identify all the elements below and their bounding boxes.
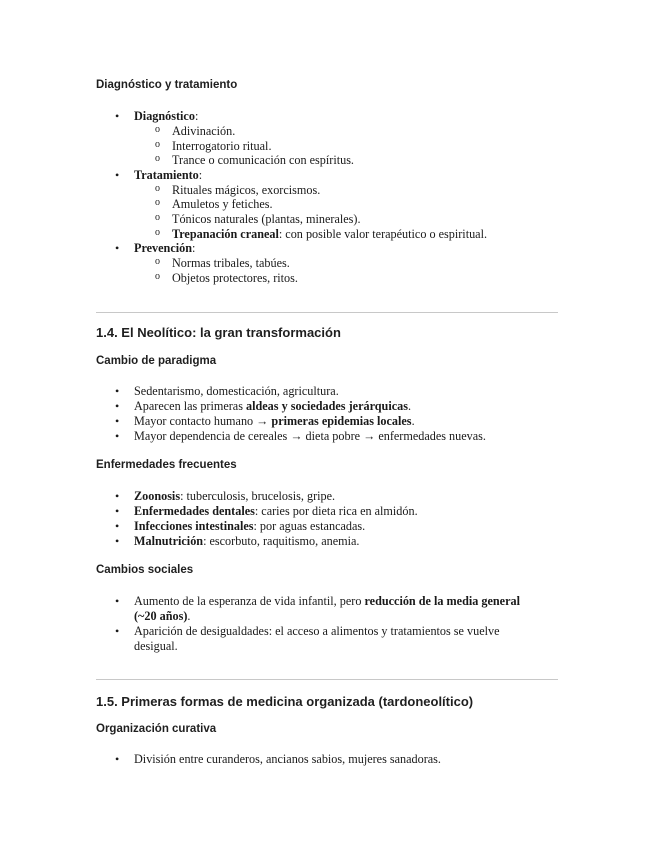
- sub-list-item: [134, 227, 655, 242]
- item-text: : tuberculosis, brucelosis, gripe.: [180, 489, 336, 503]
- heading-organizacion-curativa: Organización curativa: [96, 723, 217, 735]
- sub-item-text: Interrogatorio ritual.: [172, 138, 272, 153]
- list-item: [0, 594, 655, 624]
- section-title-1-5: 1.5. Primeras formas de medicina organizada (tardoneolítico): [96, 694, 474, 709]
- list-item: [0, 504, 655, 519]
- heading-cambio-paradigma: Cambio de paradigma: [96, 355, 217, 367]
- sub-list-item: [134, 139, 655, 154]
- list-cambio-paradigma: [0, 384, 655, 444]
- sub-item-bold: Trepanación craneal: [172, 226, 279, 241]
- item-text: Aumento de la esperanza de vida infantil, pero: [134, 594, 365, 608]
- item-text: Mayor contacto humano →: [134, 414, 272, 428]
- section-title-1-4: 1.4. El Neolítico: la gran transformación: [96, 325, 341, 340]
- list-item: [0, 624, 655, 654]
- item-text: Mayor dependencia de cereales → dieta pobre → enfermedades nuevas.: [134, 429, 486, 443]
- item-colon: :: [194, 109, 199, 123]
- list-organizacion-curativa: [0, 752, 655, 767]
- sub-item-text: Trance o comunicación con espíritus.: [172, 153, 354, 168]
- sub-list-item: [134, 256, 655, 271]
- list-item: [0, 489, 655, 504]
- item-text: : caries por dieta rica en almidón.: [254, 504, 418, 518]
- item-text: : escorbuto, raquitismo, anemia.: [203, 534, 360, 548]
- item-label: Prevención: [134, 241, 192, 256]
- list-item: [0, 414, 655, 429]
- sub-item-text: Objetos protectores, ritos.: [172, 270, 298, 285]
- list-diagnostico-tratamiento: [0, 109, 655, 285]
- list-item: [0, 168, 655, 241]
- item-bold: reducción de la media general (~20 años): [134, 594, 520, 623]
- item-text: Aparecen las primeras: [134, 399, 247, 413]
- sub-list-item: [134, 124, 655, 139]
- list-item: [0, 534, 655, 549]
- sub-item-text: Normas tribales, tabúes.: [172, 256, 290, 271]
- sub-item-text: : con posible valor terapéutico o espiritual.: [278, 226, 488, 241]
- sub-item-text: Tónicos naturales (plantas, minerales).: [172, 211, 361, 226]
- section-divider: [96, 679, 558, 680]
- sub-list-item: [134, 183, 655, 198]
- list-enfermedades-frecuentes: [0, 489, 655, 549]
- item-text: .: [187, 609, 191, 623]
- sub-list-item: [134, 271, 655, 286]
- sub-list-item: [134, 197, 655, 212]
- list-item: [0, 384, 655, 399]
- item-colon: :: [198, 167, 203, 182]
- item-bold: Zoonosis: [134, 489, 181, 503]
- item-text: .: [411, 414, 415, 428]
- item-bold: primeras epidemias locales: [271, 414, 412, 428]
- item-colon: :: [192, 241, 196, 256]
- list-cambios-sociales: [0, 594, 655, 654]
- sub-item-text: Rituales mágicos, exorcismos.: [172, 182, 321, 197]
- item-text: Aparición de desigualdades: el acceso a alimentos y tratamientos se vuelve desigual.: [134, 624, 500, 653]
- item-bold: aldeas y sociedades jerárquicas: [246, 399, 408, 413]
- item-bold: Infecciones intestinales: [134, 519, 254, 533]
- heading-cambios-sociales: Cambios sociales: [96, 564, 194, 576]
- item-text: : por aguas estancadas.: [253, 519, 366, 533]
- list-item: [0, 109, 655, 168]
- sub-item-text: Amuletos y fetiches.: [172, 197, 273, 212]
- section-divider: [96, 312, 558, 313]
- item-text: Sedentarismo, domesticación, agricultura.: [134, 384, 339, 398]
- item-text: División entre curanderos, ancianos sabios, mujeres sanadoras.: [134, 752, 441, 766]
- item-bold: Enfermedades dentales: [134, 504, 255, 518]
- item-text: .: [407, 399, 411, 413]
- sub-item-text: Adivinación.: [172, 124, 236, 138]
- sub-list-item: [134, 212, 655, 227]
- sub-list-item: [134, 153, 655, 168]
- item-bold: Malnutrición: [134, 534, 204, 548]
- list-item: [0, 752, 655, 767]
- list-item: [0, 429, 655, 444]
- list-item: [0, 519, 655, 534]
- item-label: Tratamiento: [134, 167, 199, 182]
- item-label: Diagnóstico: [134, 109, 195, 123]
- heading-enfermedades-frecuentes: Enfermedades frecuentes: [96, 459, 237, 471]
- list-item: [0, 241, 655, 285]
- heading-diagnostico-tratamiento: Diagnóstico y tratamiento: [96, 79, 238, 91]
- list-item: [0, 399, 655, 414]
